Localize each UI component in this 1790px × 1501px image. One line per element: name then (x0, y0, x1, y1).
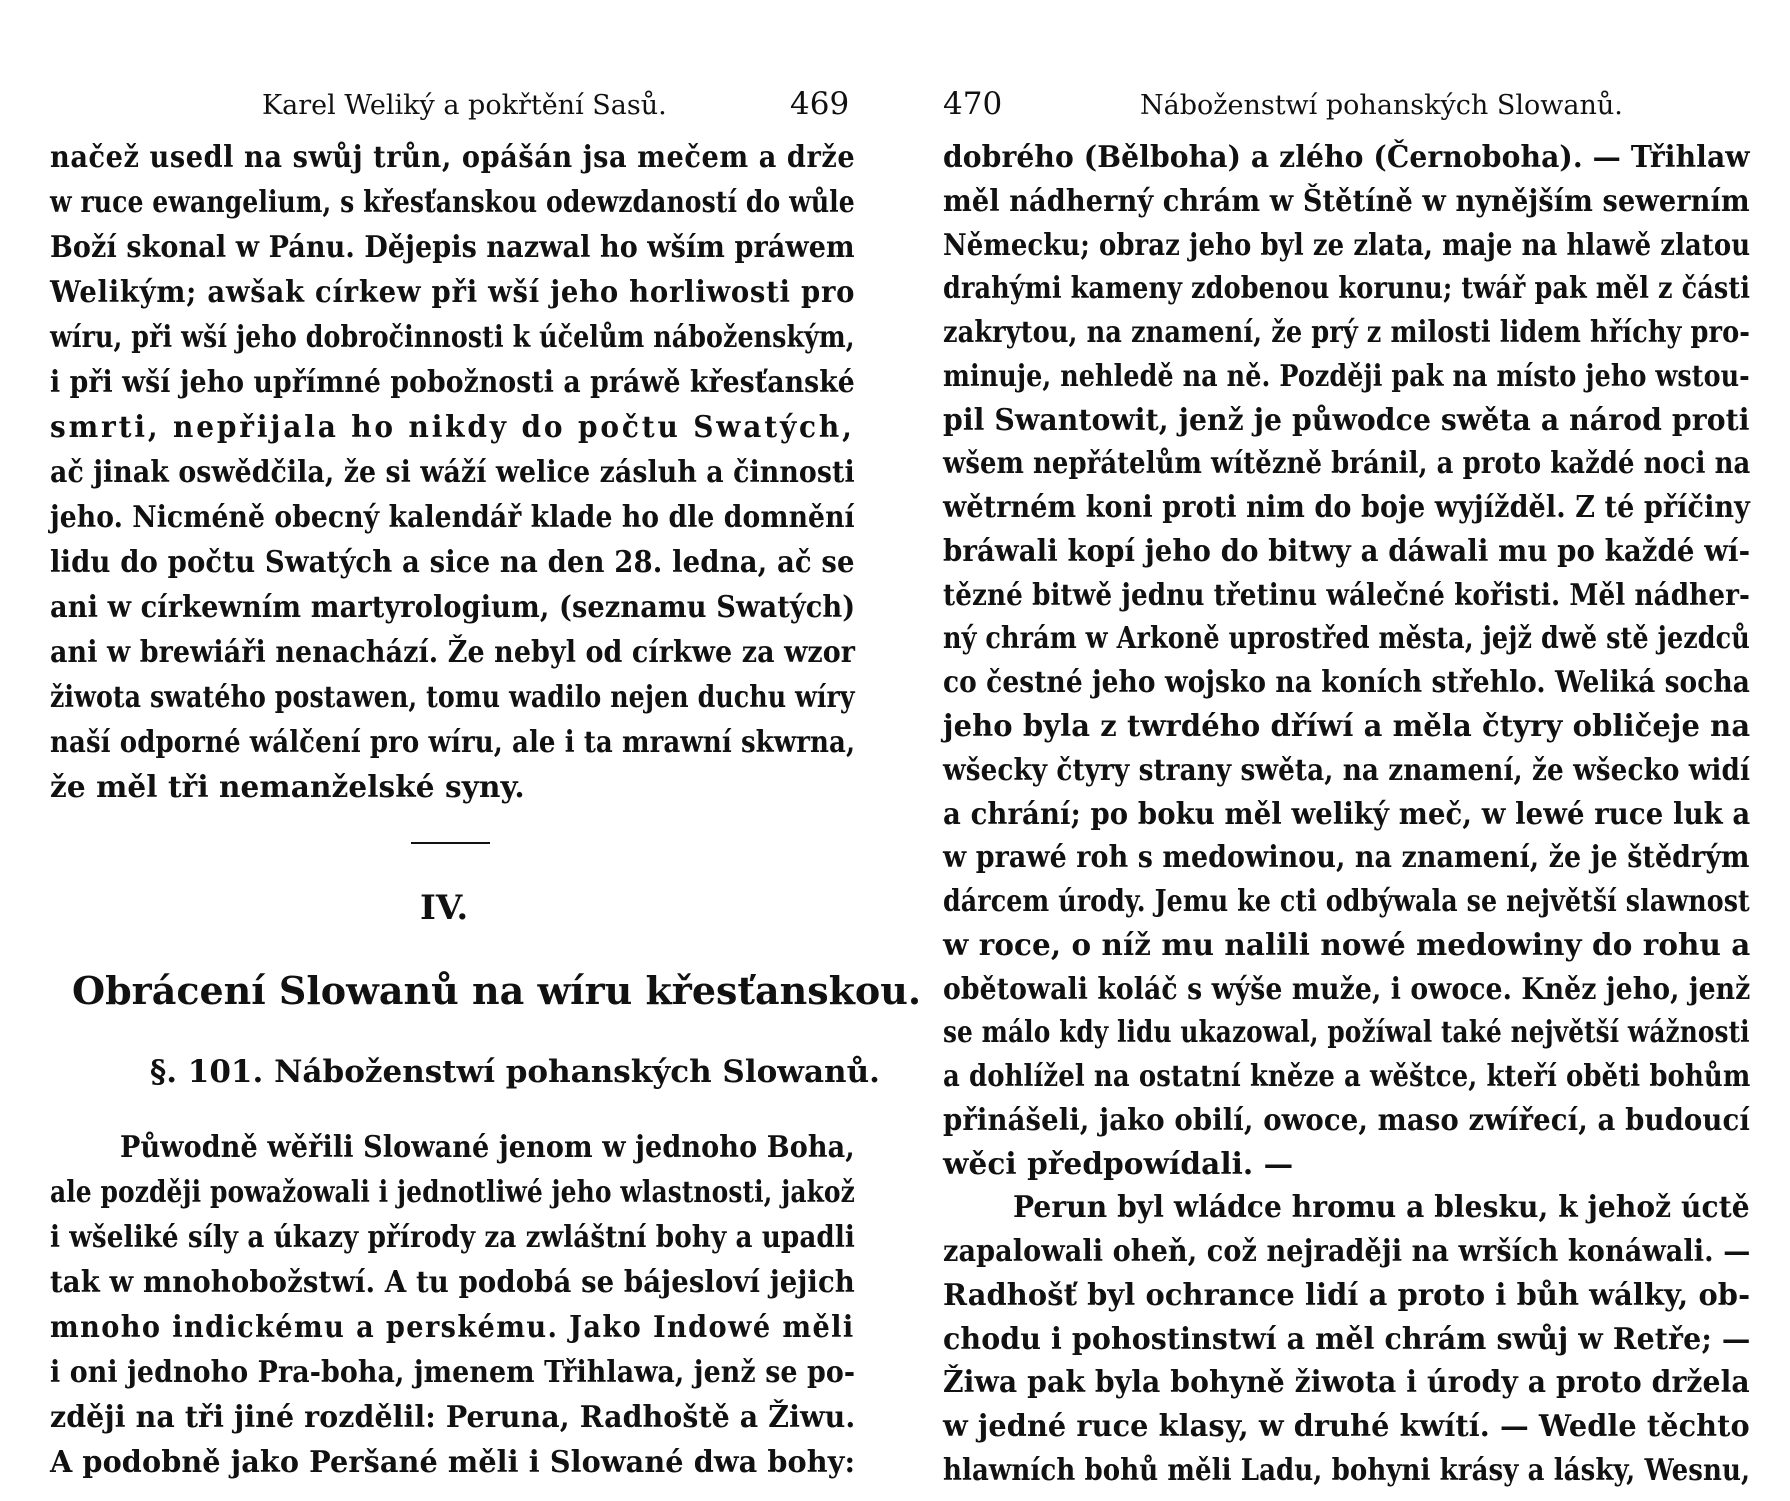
text-line: wšem nepřátelům wítězně bránil, a proto každé noci na (943, 445, 1751, 481)
text-line: že měl tři nemanželské syny. (50, 769, 525, 804)
text-line: žiwota swatého postawen, tomu wadilo nejen duchu wíry (50, 679, 855, 714)
text-line: i při wší jeho upřímné pobožnosti a práwě křesťanské (50, 364, 855, 399)
text-line: drahými kameny zdobenou korunu; twář pak měl z části (943, 270, 1751, 306)
text-line: ani w brewiáři nenachází. Že nebyl od církwe za wzor (50, 634, 856, 669)
text-line: i wšeliké síly a úkazy přírody za zwláštní bohy a upadli (50, 1219, 855, 1254)
section-heading: §. 101. Náboženstwí pohanských Slowanů. (150, 1054, 880, 1090)
chapter-title: Obrácení Slowanů na wíru křesťanskou. (72, 968, 922, 1013)
text-line: ný chrám w Arkoně uprostřed města, jejž dwě stě jezdců (943, 620, 1750, 656)
right-running-title: Náboženstwí pohanských Slowanů. (1140, 90, 1623, 121)
part-number: IV. (420, 888, 469, 928)
text-line: wětrném koni proti nim do boje wyjížděl. Z té příčiny (943, 489, 1750, 525)
text-line: pil Swantowit, jenž je půwodce swěta a národ proti (943, 401, 1750, 437)
text-line: w ruce ewangelium, s křesťanskou odewzdaností do wůle (50, 184, 855, 219)
text-line: smrti, nepřijala ho nikdy do počtu Swatých, (50, 409, 855, 444)
text-line: w prawé roh s medowinou, na znamení, že je štědrým (943, 839, 1750, 875)
text-line: měl nádherný chrám w Štětíně w nynějším sewerním (943, 182, 1750, 218)
text-line: zději na tři jiné rozdělil: Peruna, Radhoště a Žiwu. (50, 1399, 856, 1434)
text-line: w jedné ruce klasy, w druhé kwítí. — Wedle těchto (943, 1408, 1750, 1444)
text-line: Perun byl wládce hromu a blesku, k jehož úctě (1013, 1189, 1750, 1225)
text-line: Německu; obraz jeho byl ze zlata, maje na hlawě zlatou (943, 226, 1751, 262)
text-line: wšecky čtyry strany swěta, na znamení, že wšecko widí (943, 751, 1751, 787)
text-line: naší odporné wálčení pro wíru, ale i ta mrawní skwrna, (50, 724, 856, 759)
text-line: tězné bitwě jednu třetinu wálečné kořisti. Měl nádher- (943, 576, 1750, 612)
text-line: Welikým; awšak církew při wší jeho horliwosti pro (50, 274, 856, 309)
text-line: ani w církewním martyrologium, (seznamu Swatých) (50, 589, 856, 624)
text-line: wíru, při wší jeho dobročinnosti k účelům náboženským, (50, 319, 855, 354)
text-line: a chrání; po boku měl weliký meč, w lewé ruce luk a (943, 795, 1751, 831)
text-line: hlawních bohů měli Ladu, bohyni krásy a lásky, Wesnu, (943, 1452, 1751, 1487)
text-line: wěci předpowídali. — (943, 1145, 1294, 1181)
text-line: Radhošť byl ochrance lidí a proto i bůh wálky, ob- (943, 1276, 1751, 1312)
text-line: lidu do počtu Swatých a sice na den 28. ledna, ač se (50, 544, 855, 579)
text-line: bráwali kopí jeho do bitwy a dáwali mu po každé wí- (943, 532, 1751, 568)
text-line: přinášeli, jako obilí, owoce, maso zwířecí, a budoucí (943, 1101, 1750, 1137)
text-line: jeho byla z twrdého dříwí a měla čtyry obličeje na (943, 707, 1751, 743)
text-line: A podobně jako Peršané měli i Slowané dwa bohy: (50, 1444, 856, 1479)
text-line: chodu i pohostinstwí a měl chrám swůj w Retře; — (943, 1320, 1751, 1356)
right-page-number: 470 (943, 86, 1003, 122)
section-divider (411, 842, 490, 844)
text-line: načež usedl na swůj trůn, opášán jsa mečem a drže (50, 139, 856, 174)
text-line: obětowali koláč s wýše muže, i owoce. Kněz jeho, jenž (943, 970, 1751, 1006)
text-line: i oni jednoho Pra-boha, jmenem Třihlawa, jenž se po- (50, 1354, 856, 1389)
text-line: Žiwa pak byla bohyně žiwota i úrody a proto držela (943, 1364, 1750, 1400)
text-line: Boží skonal w Pánu. Dějepis nazwal ho wším práwem (50, 229, 855, 264)
text-line: ale později powažowali i jednotliwé jeho wlastnosti, jakož (50, 1174, 855, 1209)
text-line: tak w mnohobožstwí. A tu podobá se bájesloví jejich (50, 1264, 855, 1299)
text-line: a dohlížel na ostatní kněze a wěštce, kteří oběti bohům (943, 1058, 1751, 1094)
text-line: Půwodně wěřili Slowané jenom w jednoho Boha, (120, 1129, 855, 1164)
text-line: minuje, nehledě na ně. Později pak na místo jeho wstou- (943, 357, 1750, 393)
text-line: jeho. Nicméně obecný kalendář klade ho dle domnění (50, 499, 855, 534)
text-line: ač jinak oswědčila, že si wáží welice zásluh a činnosti (50, 454, 855, 489)
text-line: mnoho indickému a perskému. Jako Indowé měli (50, 1309, 855, 1344)
left-page-number: 469 (790, 86, 850, 122)
text-line: zakrytou, na znamení, že prý z milosti lidem hříchy pro- (943, 314, 1751, 350)
text-line: zapalowali oheň, což nejraději na wrších konáwali. — (943, 1233, 1751, 1269)
text-line: w roce, o níž mu nalili nowé medowiny do rohu a (943, 926, 1751, 962)
left-running-title: Karel Weliký a pokřtění Sasů. (262, 90, 667, 121)
text-line: dárcem úrody. Jemu ke cti odbýwala se největší slawnost (943, 883, 1750, 919)
right-page (895, 0, 1790, 1501)
text-line: se málo kdy lidu ukazowal, požíwal také největší wážnosti (943, 1014, 1750, 1050)
text-line: dobrého (Bělboha) a zlého (Černoboha). — Třihlaw (943, 139, 1750, 174)
text-line: co čestné jeho wojsko na koních střehlo. Weliká socha (943, 664, 1750, 700)
